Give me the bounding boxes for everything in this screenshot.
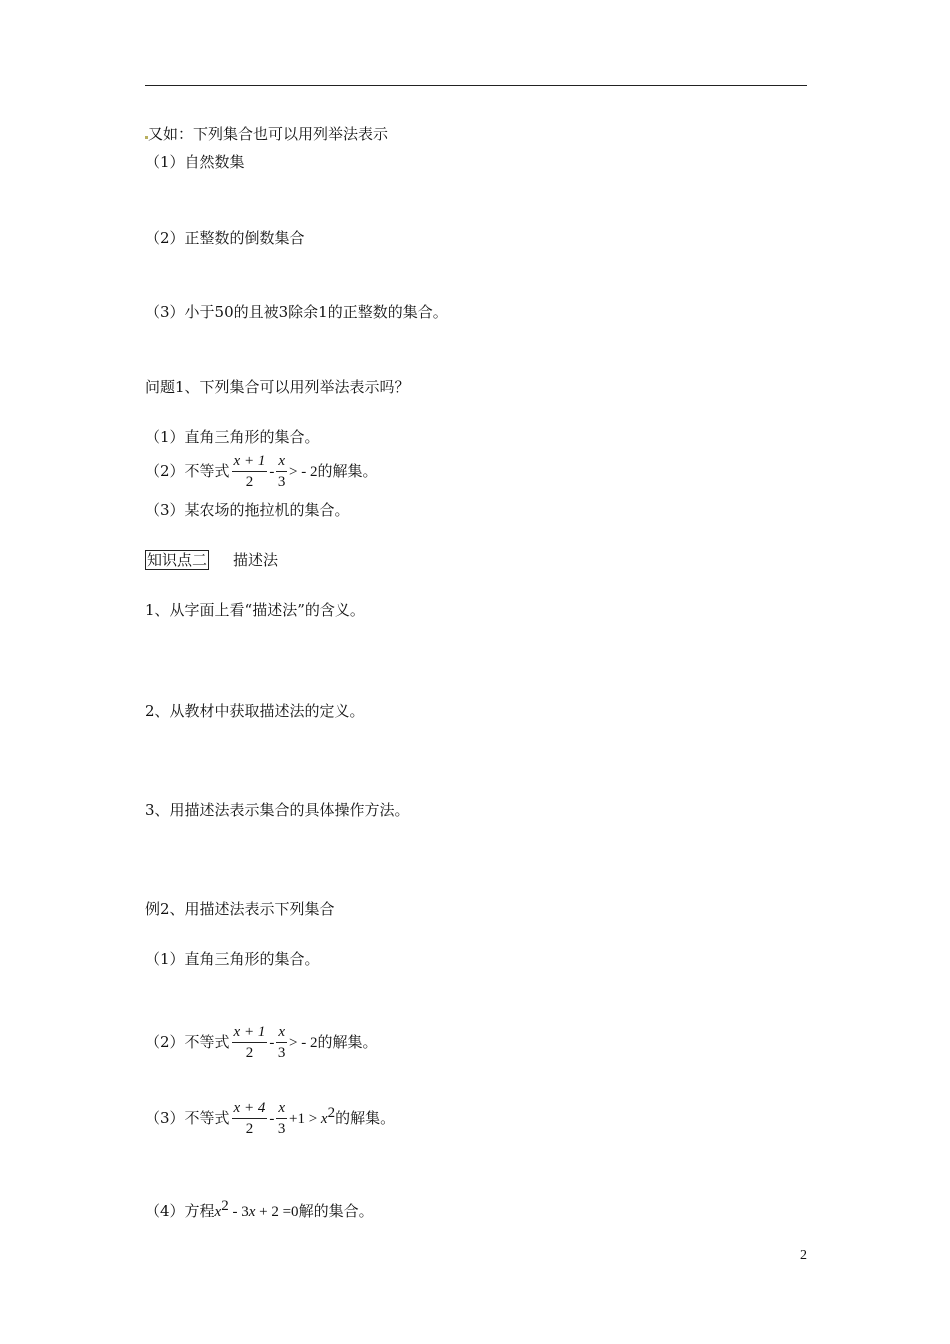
text-content: 的解集。 [317,462,378,480]
text-line: （1）直角三角形的集合。 [145,428,320,446]
numerator: x [276,453,287,472]
header-rule [145,85,807,86]
denominator: 2 [245,474,254,490]
text-line: （2）正整数的倒数集合 [145,229,305,247]
denominator: 3 [277,474,286,490]
variable: x [214,1204,222,1220]
variable: x [248,1204,256,1220]
numerator: x [276,1024,287,1043]
text-content: 又如：下列集合也可以用列举法表示 [148,125,389,143]
exponent: 2 [221,1198,229,1214]
rhs: > - 2 [289,1035,318,1051]
text-line: 2、从教材中获取描述法的定义。 [145,702,365,720]
fraction [276,453,287,491]
text-line: 1、从字面上看“描述法”的含义。 [145,601,365,619]
fraction [232,453,268,491]
denominator: 2 [245,1045,254,1061]
text-content: 的解集。 [335,1109,396,1127]
text-line: （3）某农场的拖拉机的集合。 [145,501,350,519]
numerator: x [276,1100,287,1119]
text-content: 的解集。 [317,1033,378,1051]
variable: x [320,1111,328,1127]
rhs: > - 2 [289,464,318,480]
inequality-line [145,1024,377,1062]
text-content: （2）不等式 [145,1033,230,1051]
question-title: 问题1、下列集合可以用列举法表示吗？ [145,378,410,396]
example-title: 例2、用描述法表示下列集合 [145,900,335,918]
numerator: x + 4 [232,1100,268,1119]
numerator: x + 1 [232,453,268,472]
exponent: 2 [327,1105,336,1121]
knowledge-point-label: 知识点二 [147,551,208,569]
numerator: x + 1 [232,1024,268,1043]
page-number: 2 [800,1248,807,1263]
text-line: 3、用描述法表示集合的具体操作方法。 [145,801,410,819]
text-line: （1）自然数集 [145,153,245,171]
fraction [276,1024,287,1062]
text-content: （3）不等式 [145,1109,230,1127]
denominator: 2 [245,1121,254,1137]
fraction [232,1100,268,1138]
fraction [232,1024,268,1062]
equation-term: - 3 [228,1204,249,1220]
text-line: （3）小于50的且被3除余1的正整数的集合。 [145,303,448,321]
fraction [276,1100,287,1138]
rhs: +1 > [289,1111,321,1127]
operator: - [269,464,275,480]
text-line [145,124,388,144]
knowledge-point-title: 描述法 [233,551,279,569]
denominator: 3 [277,1121,286,1137]
text-content: （2）不等式 [145,462,230,480]
text-content: （4）方程 [145,1202,215,1220]
inequality-line [145,1100,395,1138]
text-line: （1）直角三角形的集合。 [145,950,320,968]
text-content: 解的集合。 [298,1202,374,1220]
equation-line [145,1196,374,1222]
operator: - [269,1035,275,1051]
denominator: 3 [277,1045,286,1061]
operator: - [269,1111,275,1127]
inequality-line [145,453,377,491]
equation-term: + 2 =0 [255,1204,299,1220]
knowledge-point-heading [145,550,278,570]
